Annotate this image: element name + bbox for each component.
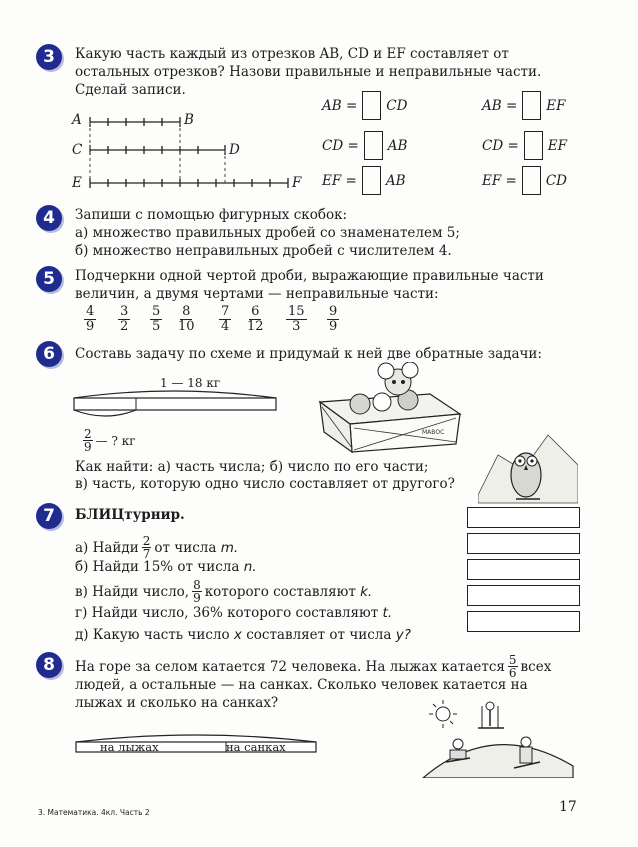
eq-ab-ef xyxy=(482,91,566,120)
item-b-text: б) Найди 15% от числа xyxy=(75,559,240,575)
eq-left: EF = xyxy=(322,172,357,189)
denominator: 9 xyxy=(84,440,92,454)
scheme-bottom-text: — ? кг xyxy=(95,433,136,448)
denominator: 9 xyxy=(193,591,201,605)
ex7-item-b xyxy=(75,559,257,575)
denominator: 5 xyxy=(152,319,161,334)
denominator: 7 xyxy=(142,547,151,561)
label-e: E xyxy=(72,175,82,191)
eq-cd-ab xyxy=(322,131,407,160)
label-d: D xyxy=(229,142,240,158)
item-e-text: д) Какую часть число xyxy=(75,627,230,643)
numerator: 8 xyxy=(182,304,191,319)
answer-box-2[interactable] xyxy=(467,533,580,554)
denominator: 9 xyxy=(329,319,338,334)
label-f: F xyxy=(292,175,302,191)
ex4-line-2: а) множество правильных дробей со знаменателем 5; xyxy=(75,225,460,241)
eq-left: CD = xyxy=(322,137,359,154)
numerator: 5 xyxy=(508,653,517,667)
ex3-line-3: Сделай записи. xyxy=(75,82,186,98)
eq-cd-ef xyxy=(482,131,567,160)
exercise-8-number: 8 xyxy=(36,652,62,678)
label-c: C xyxy=(72,142,83,158)
eq-right: AB xyxy=(385,172,406,189)
eq-right: CD xyxy=(545,172,567,189)
sled-segment-label: на санках xyxy=(226,740,286,754)
fraction-item[interactable] xyxy=(247,305,264,334)
numerator: 6 xyxy=(251,304,260,319)
item-a-post: от числа xyxy=(154,539,217,556)
eq-right: EF xyxy=(547,137,567,154)
ex7-title: БЛИЦтурнир. xyxy=(75,507,185,523)
fraction-item[interactable] xyxy=(327,305,339,334)
denominator: 4 xyxy=(221,319,230,334)
fraction-item[interactable] xyxy=(118,305,130,334)
answer-box[interactable] xyxy=(362,166,381,195)
numerator: 15 xyxy=(288,304,305,319)
eq-ef-ab xyxy=(322,166,406,195)
answer-box[interactable] xyxy=(362,91,381,120)
answer-box[interactable] xyxy=(522,91,541,120)
ex7-item-d xyxy=(75,605,392,621)
answer-box-3[interactable] xyxy=(467,559,580,580)
denominator: 6 xyxy=(508,666,517,680)
answer-box-5[interactable] xyxy=(467,611,580,632)
exercise-4-number: 4 xyxy=(36,205,62,231)
answer-box[interactable] xyxy=(524,131,543,160)
denominator: 2 xyxy=(120,319,129,334)
mouse-in-box-illustration xyxy=(310,362,470,454)
var-k: k. xyxy=(360,583,373,600)
var-x: x xyxy=(233,627,242,643)
eq-left: AB = xyxy=(482,97,518,114)
exercise-3-number: 3 xyxy=(36,44,62,70)
ex4-line-1: Запиши с помощью фигурных скобок: xyxy=(75,207,348,223)
ex7-item-a xyxy=(75,535,238,560)
eq-ef-cd xyxy=(482,166,567,195)
ex4-line-3: б) множество неправильных дробей с числителем 4. xyxy=(75,243,452,259)
box-label: МАВОС xyxy=(422,429,445,436)
fraction-item[interactable] xyxy=(84,305,96,334)
eq-right: EF xyxy=(546,97,566,114)
numerator: 3 xyxy=(120,304,129,319)
label-b: B xyxy=(184,112,194,128)
numerator: 5 xyxy=(152,304,161,319)
eq-right: CD xyxy=(386,97,408,114)
eq-ab-cd xyxy=(322,91,407,120)
fraction-item[interactable] xyxy=(219,305,231,334)
footer-book-title: 3. Математика. 4кл. Часть 2 xyxy=(38,808,150,817)
ex8-line-3: лыжах и сколько на санках? xyxy=(75,695,279,711)
var-y: y? xyxy=(395,627,411,643)
eq-left: EF = xyxy=(482,172,517,189)
ex7-item-e xyxy=(75,627,411,643)
scheme-diagram xyxy=(66,388,286,428)
eq-right: AB xyxy=(387,137,408,154)
ex3-line-1: Какую часть каждый из отрезков AB, CD и EF составляет от xyxy=(75,46,509,62)
ex5-line-2: величин, а двумя чертами — неправильные части: xyxy=(75,286,439,302)
scheme-top-label: 1 — 18 кг xyxy=(160,376,221,390)
fraction-item[interactable] xyxy=(286,305,307,334)
exercise-7-number: 7 xyxy=(36,503,62,529)
denominator: 9 xyxy=(86,319,95,334)
numerator: 9 xyxy=(329,304,338,319)
numerator: 4 xyxy=(86,304,95,319)
eq-left: CD = xyxy=(482,137,519,154)
item-c-text: в) Найди число, xyxy=(75,583,190,600)
ex6-how-line-1: Как найти: а) часть числа; б) число по его части; xyxy=(75,459,429,475)
eq-left: AB = xyxy=(322,97,358,114)
denominator: 12 xyxy=(247,319,264,334)
ex8-line-1 xyxy=(75,654,551,679)
item-c-post: которого составляют xyxy=(204,583,356,600)
ex8-line-2: людей, а остальные — на санках. Сколько человек катается на xyxy=(75,677,528,693)
label-a: A xyxy=(72,112,82,128)
answer-box[interactable] xyxy=(522,166,541,195)
ex6-title: Составь задачу по схеме и придумай к ней две обратные задачи: xyxy=(75,346,542,362)
numerator: 2 xyxy=(84,427,92,441)
ex7-item-c xyxy=(75,579,372,604)
var-m: m. xyxy=(220,539,239,556)
var-n: n. xyxy=(243,559,257,575)
ex5-line-1: Подчеркни одной чертой дроби, выражающие правильные части xyxy=(75,268,544,284)
ex8-line-1-post: всех xyxy=(520,658,552,675)
numerator: 2 xyxy=(142,534,151,548)
numerator: 7 xyxy=(221,304,230,319)
ex3-line-2: остальных отрезков? Назови правильные и неправильные части. xyxy=(75,64,542,80)
scheme-bottom-label xyxy=(80,428,136,453)
answer-box-4[interactable] xyxy=(467,585,580,606)
denominator: 10 xyxy=(178,319,195,334)
ski-segment-label: на лыжах xyxy=(100,740,159,754)
item-e-mid: составляет от числа xyxy=(246,627,392,643)
var-t: t. xyxy=(382,605,393,621)
ex6-how-line-2: в) часть, которую одно число составляет от другого? xyxy=(75,476,455,492)
answer-box-1[interactable] xyxy=(467,507,580,528)
item-d-text: г) Найди число, 36% которого составляют xyxy=(75,605,379,621)
page-number: 17 xyxy=(559,799,577,815)
fraction-item[interactable] xyxy=(178,305,195,334)
owl-illustration xyxy=(478,425,578,505)
denominator: 3 xyxy=(292,319,301,334)
exercise-5-number: 5 xyxy=(36,266,62,292)
exercise-6-number: 6 xyxy=(36,341,62,367)
numerator: 8 xyxy=(193,578,201,592)
item-a-text: а) Найди xyxy=(75,539,139,556)
answer-box[interactable] xyxy=(364,131,383,160)
hill-skiers-illustration xyxy=(418,696,578,778)
fraction-item[interactable] xyxy=(150,305,162,334)
ex8-line-1-pre: На горе за селом катается 72 человека. На лыжах катается xyxy=(75,658,505,675)
